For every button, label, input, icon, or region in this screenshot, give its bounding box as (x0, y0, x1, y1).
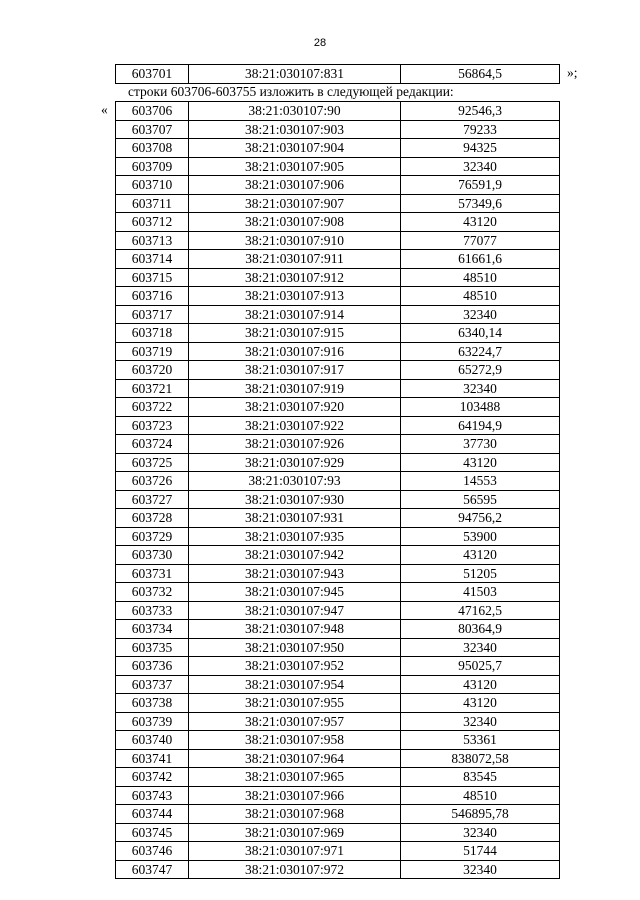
row-id-cell: 603712 (116, 213, 189, 232)
row-value-cell: 48510 (401, 287, 560, 306)
row-code-cell: 38:21:030107:911 (189, 250, 401, 269)
row-value-cell: 43120 (401, 453, 560, 472)
table-row (116, 490, 560, 509)
row-id-cell: 603716 (116, 287, 189, 306)
row-id-cell: 603728 (116, 509, 189, 528)
row-value-cell: 53900 (401, 527, 560, 546)
row-value-cell: 65272,9 (401, 361, 560, 380)
row-id-cell: 603720 (116, 361, 189, 380)
row-id-cell: 603718 (116, 324, 189, 343)
row-code-cell: 38:21:030107:919 (189, 379, 401, 398)
row-value-cell: 37730 (401, 435, 560, 454)
row-value-cell: 64194,9 (401, 416, 560, 435)
table-body (116, 102, 560, 879)
row-code-cell: 38:21:030107:965 (189, 768, 401, 787)
row-id-cell: 603747 (116, 860, 189, 879)
row-value-cell: 83545 (401, 768, 560, 787)
table-row (116, 657, 560, 676)
table-row (116, 860, 560, 879)
row-code-cell: 38:21:030107:906 (189, 176, 401, 195)
row-value-cell: 48510 (401, 786, 560, 805)
table-row (116, 472, 560, 491)
table-row (116, 416, 560, 435)
row-id-cell: 603724 (116, 435, 189, 454)
table-row (116, 786, 560, 805)
row-code-cell: 38:21:030107:915 (189, 324, 401, 343)
row-code-cell: 38:21:030107:913 (189, 287, 401, 306)
row-code-cell: 38:21:030107:917 (189, 361, 401, 380)
table-row (116, 675, 560, 694)
row-code-cell: 38:21:030107:926 (189, 435, 401, 454)
row-code-cell: 38:21:030107:929 (189, 453, 401, 472)
row-value-cell: 32340 (401, 305, 560, 324)
row-id-cell: 603723 (116, 416, 189, 435)
table-row (116, 305, 560, 324)
row-id-cell: 603734 (116, 620, 189, 639)
row-code-cell: 38:21:030107:914 (189, 305, 401, 324)
row-code-cell: 38:21:030107:954 (189, 675, 401, 694)
row-code-cell: 38:21:030107:904 (189, 139, 401, 158)
row-id-cell: 603711 (116, 194, 189, 213)
table-row (116, 805, 560, 824)
row-code-cell: 38:21:030107:908 (189, 213, 401, 232)
table-row (116, 361, 560, 380)
row-code-cell: 38:21:030107:955 (189, 694, 401, 713)
row-code-cell: 38:21:030107:905 (189, 157, 401, 176)
row-id-cell: 603709 (116, 157, 189, 176)
row-id-cell: 603708 (116, 139, 189, 158)
row-id-cell: 603739 (116, 712, 189, 731)
table-row (116, 842, 560, 861)
row-value-cell: 56595 (401, 490, 560, 509)
top-table (115, 64, 560, 84)
row-code-cell: 38:21:030107:931 (189, 509, 401, 528)
row-code-cell: 38:21:030107:948 (189, 620, 401, 639)
row-value-cell: 32340 (401, 823, 560, 842)
row-id-cell: 603710 (116, 176, 189, 195)
row-value-cell: 546895,78 (401, 805, 560, 824)
row-code-cell: 38:21:030107:907 (189, 194, 401, 213)
table-row (116, 509, 560, 528)
table-row (116, 157, 560, 176)
row-value-cell: 43120 (401, 694, 560, 713)
row-id-cell: 603731 (116, 564, 189, 583)
row-code-cell: 38:21:030107:920 (189, 398, 401, 417)
table-row (116, 120, 560, 139)
row-id-cell: 603701 (116, 65, 189, 84)
row-id-cell: 603736 (116, 657, 189, 676)
row-value-cell: 6340,14 (401, 324, 560, 343)
row-id-cell: 603727 (116, 490, 189, 509)
row-value-cell: 103488 (401, 398, 560, 417)
table-row (116, 453, 560, 472)
row-id-cell: 603745 (116, 823, 189, 842)
row-id-cell: 603707 (116, 120, 189, 139)
row-id-cell: 603713 (116, 231, 189, 250)
row-code-cell: 38:21:030107:90 (189, 102, 401, 121)
table-row (116, 324, 560, 343)
row-value-cell: 51744 (401, 842, 560, 861)
main-table (115, 101, 560, 879)
row-value-cell: 43120 (401, 213, 560, 232)
row-code-cell: 38:21:030107:971 (189, 842, 401, 861)
row-value-cell: 51205 (401, 564, 560, 583)
table-row (116, 250, 560, 269)
row-id-cell: 603733 (116, 601, 189, 620)
row-value-cell: 32340 (401, 638, 560, 657)
row-value-cell: 838072,58 (401, 749, 560, 768)
table-row (116, 379, 560, 398)
row-id-cell: 603714 (116, 250, 189, 269)
row-code-cell: 38:21:030107:969 (189, 823, 401, 842)
row-code-cell: 38:21:030107:930 (189, 490, 401, 509)
row-value-cell: 43120 (401, 675, 560, 694)
row-code-cell: 38:21:030107:945 (189, 583, 401, 602)
row-value-cell: 32340 (401, 860, 560, 879)
table-row (116, 435, 560, 454)
row-value-cell: 48510 (401, 268, 560, 287)
row-value-cell: 32340 (401, 379, 560, 398)
table-row (116, 527, 560, 546)
row-code-cell: 38:21:030107:831 (189, 65, 401, 84)
table-row (116, 398, 560, 417)
row-value-cell: 77077 (401, 231, 560, 250)
page-number: 28 (313, 37, 327, 49)
row-id-cell: 603738 (116, 694, 189, 713)
row-value-cell: 56864,5 (401, 65, 560, 84)
row-id-cell: 603726 (116, 472, 189, 491)
table-row (116, 139, 560, 158)
row-code-cell: 38:21:030107:947 (189, 601, 401, 620)
row-id-cell: 603721 (116, 379, 189, 398)
table-row (116, 102, 560, 121)
table-row (116, 694, 560, 713)
row-id-cell: 603741 (116, 749, 189, 768)
row-value-cell: 63224,7 (401, 342, 560, 361)
row-value-cell: 47162,5 (401, 601, 560, 620)
row-id-cell: 603732 (116, 583, 189, 602)
row-id-cell: 603722 (116, 398, 189, 417)
table-row (116, 731, 560, 750)
row-code-cell: 38:21:030107:950 (189, 638, 401, 657)
table-row (116, 712, 560, 731)
row-value-cell: 57349,6 (401, 194, 560, 213)
row-id-cell: 603706 (116, 102, 189, 121)
table-row (116, 342, 560, 361)
row-code-cell: 38:21:030107:943 (189, 564, 401, 583)
row-code-cell: 38:21:030107:910 (189, 231, 401, 250)
row-code-cell: 38:21:030107:93 (189, 472, 401, 491)
row-id-cell: 603717 (116, 305, 189, 324)
row-id-cell: 603746 (116, 842, 189, 861)
table-row (116, 768, 560, 787)
row-code-cell: 38:21:030107:952 (189, 657, 401, 676)
row-value-cell: 53361 (401, 731, 560, 750)
table-row (116, 583, 560, 602)
row-code-cell: 38:21:030107:968 (189, 805, 401, 824)
row-code-cell: 38:21:030107:912 (189, 268, 401, 287)
table-row (116, 546, 560, 565)
row-id-cell: 603744 (116, 805, 189, 824)
row-value-cell: 76591,9 (401, 176, 560, 195)
row-id-cell: 603725 (116, 453, 189, 472)
row-code-cell: 38:21:030107:972 (189, 860, 401, 879)
row-id-cell: 603715 (116, 268, 189, 287)
row-code-cell: 38:21:030107:922 (189, 416, 401, 435)
table-row (116, 823, 560, 842)
row-code-cell: 38:21:030107:942 (189, 546, 401, 565)
row-id-cell: 603735 (116, 638, 189, 657)
row-id-cell: 603729 (116, 527, 189, 546)
row-id-cell: 603742 (116, 768, 189, 787)
row-id-cell: 603740 (116, 731, 189, 750)
table-row (116, 65, 560, 84)
row-code-cell: 38:21:030107:916 (189, 342, 401, 361)
row-value-cell: 95025,7 (401, 657, 560, 676)
row-value-cell: 43120 (401, 546, 560, 565)
table-row (116, 638, 560, 657)
table-row (116, 213, 560, 232)
row-value-cell: 80364,9 (401, 620, 560, 639)
row-value-cell: 61661,6 (401, 250, 560, 269)
table-row (116, 620, 560, 639)
table-row (116, 287, 560, 306)
row-id-cell: 603730 (116, 546, 189, 565)
row-value-cell: 94325 (401, 139, 560, 158)
row-code-cell: 38:21:030107:958 (189, 731, 401, 750)
table-row (116, 194, 560, 213)
instruction-text: строки 603706-603755 изложить в следующей редакции: (128, 84, 454, 99)
row-code-cell: 38:21:030107:966 (189, 786, 401, 805)
row-id-cell: 603719 (116, 342, 189, 361)
row-code-cell: 38:21:030107:935 (189, 527, 401, 546)
table-row (116, 231, 560, 250)
table-row (116, 268, 560, 287)
row-value-cell: 32340 (401, 157, 560, 176)
row-value-cell: 79233 (401, 120, 560, 139)
row-value-cell: 94756,2 (401, 509, 560, 528)
row-value-cell: 32340 (401, 712, 560, 731)
row-code-cell: 38:21:030107:903 (189, 120, 401, 139)
row-id-cell: 603737 (116, 675, 189, 694)
row-code-cell: 38:21:030107:964 (189, 749, 401, 768)
row-code-cell: 38:21:030107:957 (189, 712, 401, 731)
table-row (116, 176, 560, 195)
row-value-cell: 41503 (401, 583, 560, 602)
row-id-cell: 603743 (116, 786, 189, 805)
table-row (116, 601, 560, 620)
closing-quote: »; (567, 65, 578, 80)
opening-quote: « (101, 102, 108, 117)
row-value-cell: 92546,3 (401, 102, 560, 121)
row-value-cell: 14553 (401, 472, 560, 491)
table-row (116, 749, 560, 768)
table-row (116, 564, 560, 583)
